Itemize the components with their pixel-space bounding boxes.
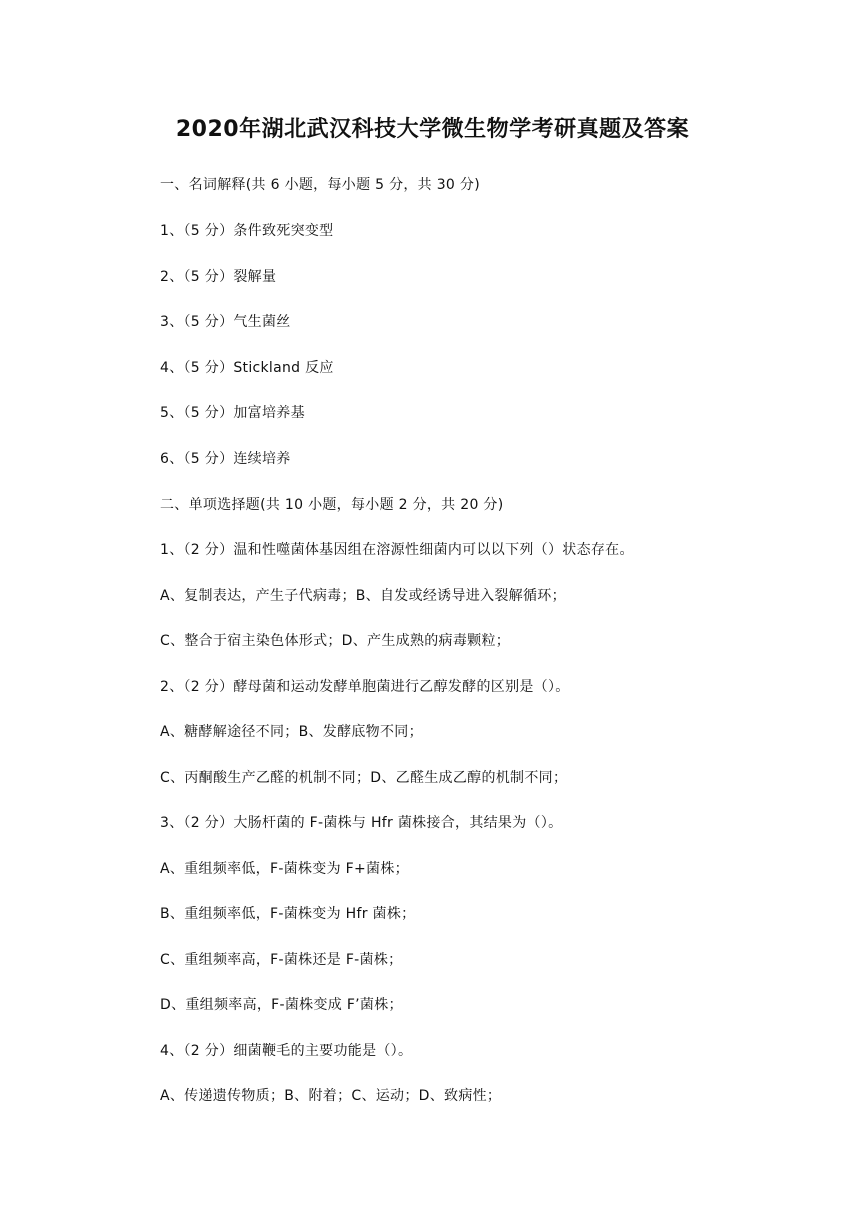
question-line: 5、（5 分）加富培养基 <box>160 405 305 421</box>
answer-options-line: A、传递遗传物质；B、附着；C、运动；D、致病性； <box>160 1088 502 1104</box>
question-line: 6、（5 分）连续培养 <box>160 451 291 467</box>
question-line: 4、（2 分）细菌鞭毛的主要功能是（）。 <box>160 1043 413 1059</box>
answer-options-line: A、糖酵解途径不同；B、发酵底物不同； <box>160 724 423 740</box>
answer-options-line: A、复制表达，产生子代病毒；B、自发或经诱导进入裂解循环； <box>160 588 566 604</box>
answer-option-line: B、重组频率低，F-菌株变为 Hfr 菌株； <box>160 906 416 922</box>
answer-option-line: C、重组频率高，F-菌株还是 F-菌株； <box>160 952 403 968</box>
question-line: 2、（2 分）酵母菌和运动发酵单胞菌进行乙醇发酵的区别是（）。 <box>160 679 570 695</box>
question-line: 3、（5 分）气生菌丝 <box>160 314 291 330</box>
question-line: 1、（2 分）温和性噬菌体基因组在溶源性细菌内可以以下列（）状态存在。 <box>160 542 634 558</box>
answer-options-line: C、整合于宿主染色体形式；D、产生成熟的病毒颗粒； <box>160 633 511 649</box>
section-heading-choice: 二、单项选择题(共 10 小题，每小题 2 分，共 20 分) <box>160 497 504 513</box>
answer-option-line: A、重组频率低，F-菌株变为 F+菌株； <box>160 861 409 877</box>
answer-option-line: D、重组频率高，F-菌株变成 F’菌株； <box>160 997 403 1013</box>
question-line: 4、（5 分）Stickland 反应 <box>160 360 334 376</box>
section-heading-definitions: 一、名词解释(共 6 小题，每小题 5 分，共 30 分) <box>160 177 480 193</box>
question-line: 3、（2 分）大肠杆菌的 F-菌株与 Hfr 菌株接合，其结果为（）。 <box>160 815 563 831</box>
question-line: 1、（5 分）条件致死突变型 <box>160 223 334 239</box>
page-title: 2020年湖北武汉科技大学微生物学考研真题及答案 <box>175 117 690 142</box>
answer-options-line: C、丙酮酸生产乙醛的机制不同；D、乙醛生成乙醇的机制不同； <box>160 770 568 786</box>
question-line: 2、（5 分）裂解量 <box>160 269 277 285</box>
